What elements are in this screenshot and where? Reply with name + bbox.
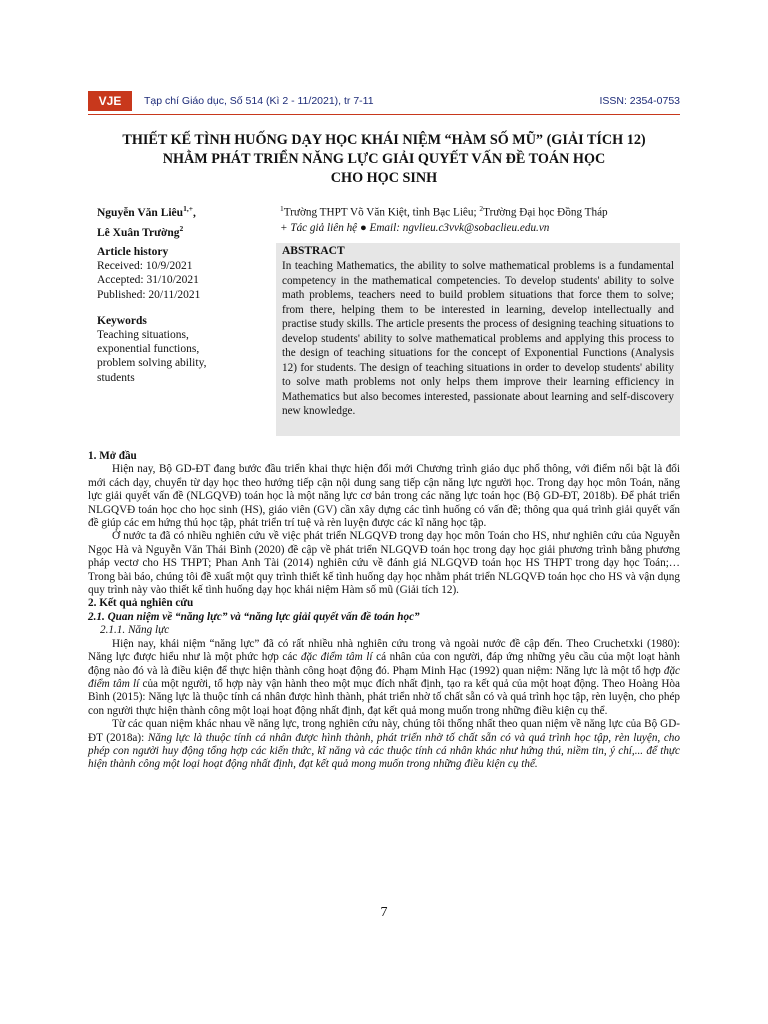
journal-header xyxy=(88,91,680,111)
paragraph: Hiện nay, Bộ GD-ĐT đang bước đầu triển khai thực hiện đổi mới Chương trình giáo dục phổ thông, với điểm nổi bật là đổi mới cách dạy, chuyển từ dạy học theo hướng tiếp cận nội dung sang tiếp cận năng lực người học. Trong dạy học môn Toán, năng lực giải quyết vấn đề (NLGQVĐ) toán học là một năng lực cơ bản trong các năng lực toán học (Bộ GD-ĐT, 2018b). Để phát triển NLGQVĐ toán học cho học sinh (HS), giáo viên (GV) cần xây dựng các tình huống có vấn đề; thông qua quá trình giải quyết vấn đề giúp các em hứng thú học tập, phát triển trí tuệ và rèn luyện được các kĩ năng học tập. xyxy=(88,463,680,530)
keyword: problem solving ability, xyxy=(97,357,207,370)
author: Nguyễn Văn Liêu$^{1,+}$, xyxy=(97,204,196,219)
author: Lê Xuân Trường$^2$ xyxy=(97,223,184,239)
paragraph: Ở nước ta đã có nhiều nghiên cứu về việc phát triển NLGQVĐ trong dạy học môn Toán cho HS, như nghiên cứu của Nguyễn Ngọc Hà và Nguyễn Văn Thái Bình (2020) đề cập về phát triển NLGQVĐ toán học trong dạy học giải phương trình bằng phương pháp vectơ cho HS THPT; Phan Anh Tài (2014) nghiên cứu về đánh giá NLGQVĐ toán học HS THPT trong dạy học Toán;… Trong bài báo, chúng tôi đề xuất một quy trình thiết kế tình huống dạy học nhằm phát triển NLGQVĐ toán học cho HS và vận dụng quy trình này vào thiết kế tình huống dạy học khái niệm Hàm số mũ (Giải tích 12). xyxy=(88,530,680,597)
article-title xyxy=(88,131,680,188)
author-list xyxy=(97,201,196,241)
article-history-heading: Article history xyxy=(97,246,169,258)
title-line: NHẰM PHÁT TRIỂN NĂNG LỰC GIẢI QUYẾT VẤN ĐỀ TOÁN HỌC xyxy=(162,151,606,167)
subsubsection-heading: 2.1.1. Năng lực xyxy=(100,624,170,637)
vje-logo: VJE xyxy=(88,91,132,111)
page-number: 7 xyxy=(380,905,388,920)
section-heading: 2. Kết quả nghiên cứu xyxy=(88,597,194,610)
keyword: students xyxy=(97,371,135,384)
received-date: Received: 10/9/2021 xyxy=(97,260,193,273)
affiliations xyxy=(280,201,608,236)
issn: ISSN: 2354-0753 xyxy=(599,95,680,107)
abstract-box xyxy=(276,243,680,436)
abstract-heading: ABSTRACT xyxy=(282,245,345,257)
paragraph: Từ các quan niệm khác nhau về năng lực, trong nghiên cứu này, chúng tôi thống nhất theo quan niệm về năng lực của Bộ GD-ĐT (2018a): Năng lực là thuộc tính cá nhân được hình thành, phát triển nhờ tố chất sẵn có và quá trình học tập, rèn luyện, cho phép con người huy động tổng hợp các kiến thức, kĩ năng và các thuộc tính cá nhân khác như hứng thú, niềm tin, ý chí,... để thực hiện thành công một loại hoạt động nhất định, đạt kết quả mong muốn trong những điều kiện cụ thể. xyxy=(88,718,680,771)
keywords-heading: Keywords xyxy=(97,314,147,327)
title-line: CHO HỌC SINH xyxy=(330,170,438,186)
header-rule xyxy=(88,114,680,115)
abstract-text: In teaching Mathematics, the ability to solve mathematical problems is a fundamental competency in the mathematical competencies. To develop students' ability to solve math problems, teachers need to build problem situations that force them to solve; from there, helping them to be interested in learning, develop intellectually and practise study skills. The article presents the process of designing teaching situations to develop students' ability to solve mathematical problems and applying this process to the design of teaching situations for the concept of Exponential Functions (Analysis 12) for students. The design of teaching situations in order to develop students' ability to solve math problems not only helps them improve their learning efficiency in Mathematics but also becomes interested, passionate about learning and self-discovery new knowledge. xyxy=(282,260,674,417)
affiliation-line: $^1$Trường THPT Võ Văn Kiệt, tỉnh Bạc Liêu; $^2$Trường Đại học Đồng Tháp xyxy=(280,204,608,219)
keyword: exponential functions, xyxy=(97,343,200,356)
keyword: Teaching situations, xyxy=(97,329,189,342)
accepted-date: Accepted: 31/10/2021 xyxy=(97,274,199,287)
article-meta xyxy=(97,245,267,385)
subsection-heading: 2.1. Quan niệm về “năng lực” và “năng lực giải quyết vấn đề toán học” xyxy=(88,610,420,623)
contact-email: + Tác giả liên hệ ● Email: ngvlieu.c3vvk@sobaclieu.edu.vn xyxy=(280,221,550,234)
published-date: Published: 20/11/2021 xyxy=(97,288,201,301)
article-body xyxy=(88,450,680,772)
journal-citation: Tạp chí Giáo dục, Số 514 (Kì 2 - 11/2021), tr 7-11 xyxy=(144,95,374,107)
paragraph: Hiện nay, khái niệm “năng lực” đã có rất nhiều nhà nghiên cứu trong và ngoài nước đề cập đến. Theo Cruchetxki (1980): Năng lực được hiểu như là một phức hợp các đặc điểm tâm lí cá nhân của con người, đáp ứng những yêu cầu của một loạt hành động nào đó và là điều kiện để thực hiện thành công hoạt động đó. Phạm Minh Hạc (1992) quan niệm: Năng lực là một tổ hợp đặc điểm tâm lí của một người, tổ hợp này vận hành theo một mục đích nhất định, tạo ra kết quả của một hoạt động. Theo Hoàng Hòa Bình (2015): Năng lực là thuộc tính cá nhân được hình thành, phát triển nhờ tố chất sẵn có và quá trình học tập, rèn luyện, cho phép con người thực hiện thành công một loại hoạt động nhất định, đạt kết quả mong muốn trong những điều kiện cụ thể. xyxy=(88,637,681,717)
title-line: THIẾT KẾ TÌNH HUỐNG DẠY HỌC KHÁI NIỆM “HÀM SỐ MŨ” (GIẢI TÍCH 12) xyxy=(122,132,646,148)
section-heading: 1. Mở đầu xyxy=(88,450,137,462)
